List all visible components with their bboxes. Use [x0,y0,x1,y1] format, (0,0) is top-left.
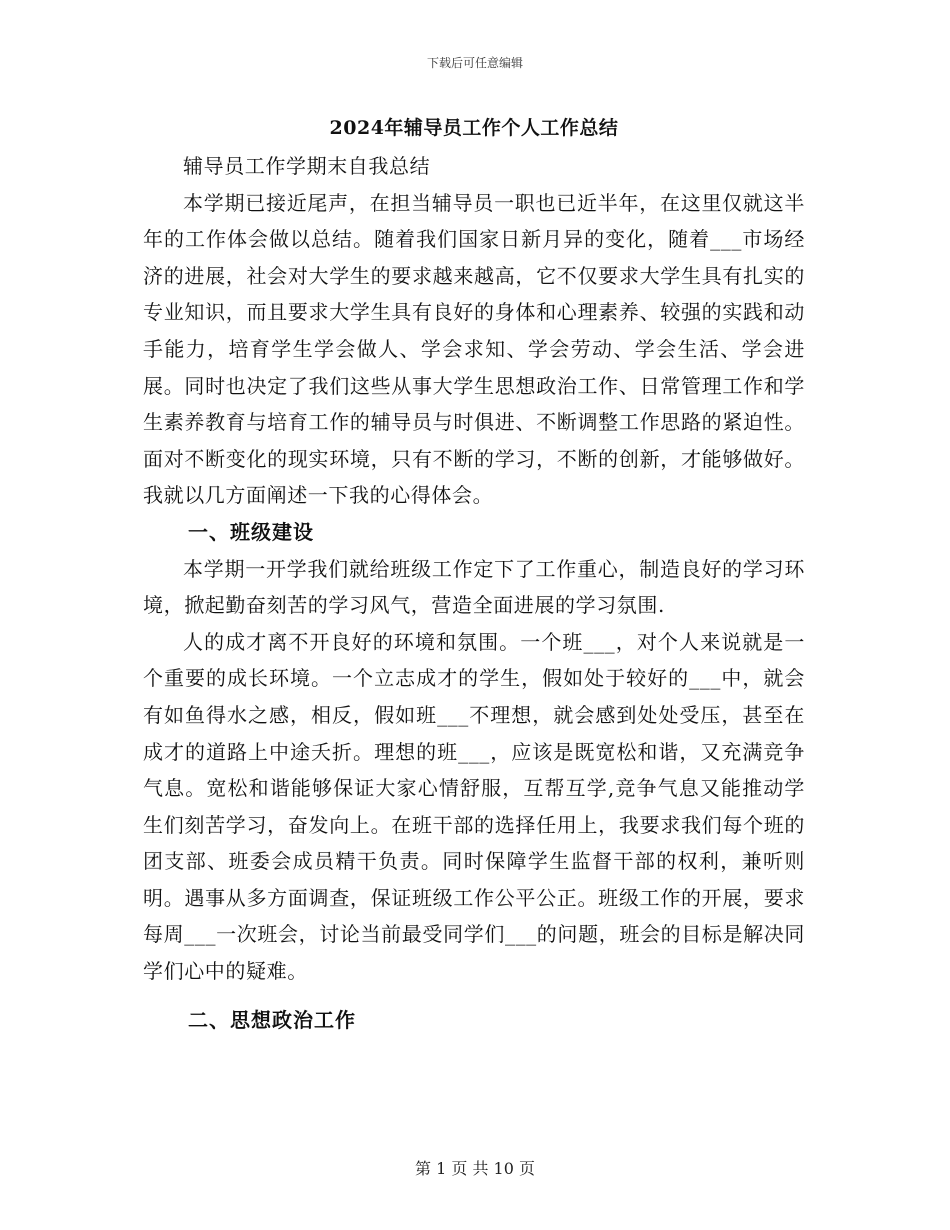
document-subtitle: 辅导员工作学期末自我总结 [183,154,431,178]
header-note: 下载后可任意编辑 [426,56,523,70]
section1-paragraph-1: 本学期一开学我们就给班级工作定下了工作重心，制造良好的学习环境，掀起勤奋刻苦的学习风气，营造全面进展的学习氛围. [143,556,805,618]
document-body [143,112,805,1038]
section-heading-class-building: 一、班级建设 [188,519,314,544]
page-number: 第 1 页 共 10 页 [415,1159,535,1178]
intro-paragraph: 本学期已接近尾声，在担当辅导员一职也已近半年，在这里仅就这半年的工作体会做以总结。随着我们国家日新月异的变化，随着___市场经济的进展，社会对大学生的要求越来越高，它不仅要求大学生具有扎实的专业知识，而且要求大学生具有良好的身体和心理素养、较强的实践和动手能力，培育学生学会做人、学会求知、学会劳动、学会生活、学会进展。同时也决定了我们这些从事大学生思想政治工作、日常管理工作和学生素养教育与培育工作的辅导员与时俱进、不断调整工作思路的紧迫性。面对不断变化的现实环境，只有不断的学习，不断的创新，才能够做好。我就以几方面阐述一下我的心得体会。 [143,190,805,508]
document-title: 2024年辅导员工作个人工作总结 [329,117,619,139]
section1-paragraph-2: 人的成才离不开良好的环境和氛围。一个班___，对个人来说就是一个重要的成长环境。一个立志成才的学生，假如处于较好的___中，就会有如鱼得水之感，相反，假如班___不理想，就会感到处处受压，甚至在成才的道路上中途夭折。理想的班___，应该是既宽松和谐，又充满竞争气息。宽松和谐能够保证大家心情舒服，互帮互学,竞争气息又能推动学生们刻苦学习，奋发向上。在班干部的选择任用上，我要求我们每个班的团支部、班委会成员精干负责。同时保障学生监督干部的权利，兼听则明。遇事从多方面调查，保证班级工作公平公正。班级工作的开展，要求每周___一次班会，讨论当前最受同学们___的问题，班会的目标是解决同学们心中的疑难。 [143,629,805,984]
section-heading-ideological-work: 二、思想政治工作 [188,1007,356,1032]
